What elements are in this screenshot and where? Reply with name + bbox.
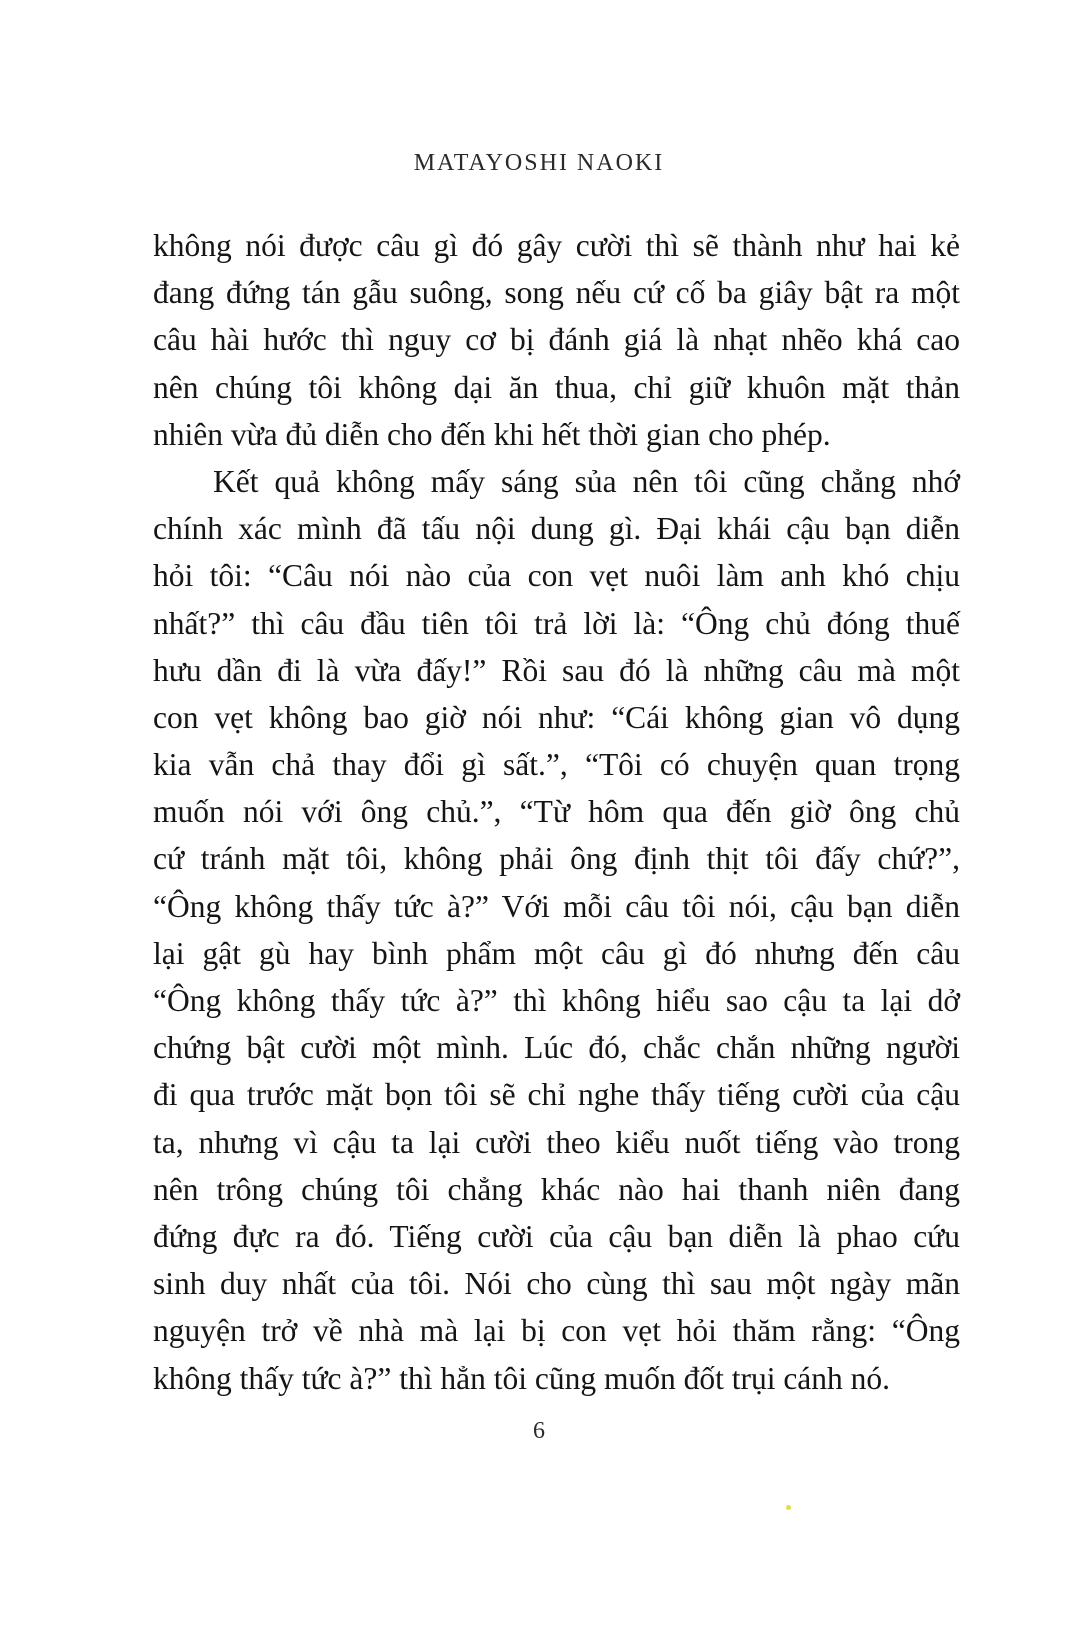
text-line: chính xác mình đã tấu nội dung gì. Đại khái cậu bạn diễn [153, 511, 960, 547]
text-line: đứng đực ra đó. Tiếng cười của cậu bạn diễn là phao cứu [153, 1218, 960, 1254]
text-line: nguyện trở về nhà mà lại bị con vẹt hỏi thăm rằng: “Ông [153, 1313, 960, 1349]
text-line: câu hài hước thì nguy cơ bị đánh giá là nhạt nhẽo khá cao [153, 322, 960, 358]
paper-speck [786, 1505, 791, 1510]
text-line: nên chúng tôi không dại ăn thua, chỉ giữ khuôn mặt thản [153, 369, 960, 405]
text-line: “Ông không thấy tức à?” Với mỗi câu tôi nói, cậu bạn diễn [153, 888, 960, 924]
text-line: nhiên vừa đủ diễn cho đến khi hết thời gian cho phép. [153, 416, 831, 452]
text-line: cứ tránh mặt tôi, không phải ông định thịt tôi đấy chứ?”, [153, 841, 960, 877]
text-line: lại gật gù hay bình phẩm một câu gì đó nhưng đến câu [153, 935, 960, 971]
text-line: không nói được câu gì đó gây cười thì sẽ thành như hai kẻ [153, 228, 960, 263]
running-head: MATAYOSHI NAOKI [413, 150, 665, 176]
text-line: đi qua trước mặt bọn tôi sẽ chỉ nghe thấy tiếng cười của cậu [153, 1077, 960, 1113]
text-line: ta, nhưng vì cậu ta lại cười theo kiểu nuốt tiếng vào trong [153, 1124, 960, 1160]
text-line: “Ông không thấy tức à?” thì không hiểu sao cậu ta lại dở [153, 983, 960, 1018]
text-line: sinh duy nhất của tôi. Nói cho cùng thì sau một ngày mãn [153, 1266, 960, 1302]
page-number: 6 [533, 1418, 545, 1444]
text-line: hưu dần đi là vừa đấy!” Rồi sau đó là những câu mà một [153, 652, 960, 688]
text-line: nhất?” thì câu đầu tiên tôi trả lời là: “Ông chủ đóng thuế [153, 605, 960, 641]
text-line: không thấy tức à?” thì hẳn tôi cũng muốn đốt trụi cánh nó. [153, 1360, 891, 1396]
text-line: đang đứng tán gẫu suông, song nếu cứ cố ba giây bật ra một [153, 275, 960, 311]
paragraph-1 [153, 222, 960, 458]
text-line: Kết quả không mấy sáng sủa nên tôi cũng chẳng nhớ [213, 463, 960, 499]
text-line: chứng bật cười một mình. Lúc đó, chắc chắn những người [153, 1030, 960, 1066]
text-line: nên trông chúng tôi chẳng khác nào hai thanh niên đang [153, 1171, 960, 1207]
body-text [153, 222, 960, 1402]
paragraph-2 [153, 458, 960, 1402]
text-line: hỏi tôi: “Câu nói nào của con vẹt nuôi làm anh khó chịu [153, 558, 960, 594]
text-line: con vẹt không bao giờ nói như: “Cái không gian vô dụng [153, 699, 960, 735]
text-line: kia vẫn chả thay đổi gì sất.”, “Tôi có chuyện quan trọng [153, 747, 960, 783]
text-line: muốn nói với ông chủ.”, “Từ hôm qua đến giờ ông chủ [153, 794, 960, 830]
